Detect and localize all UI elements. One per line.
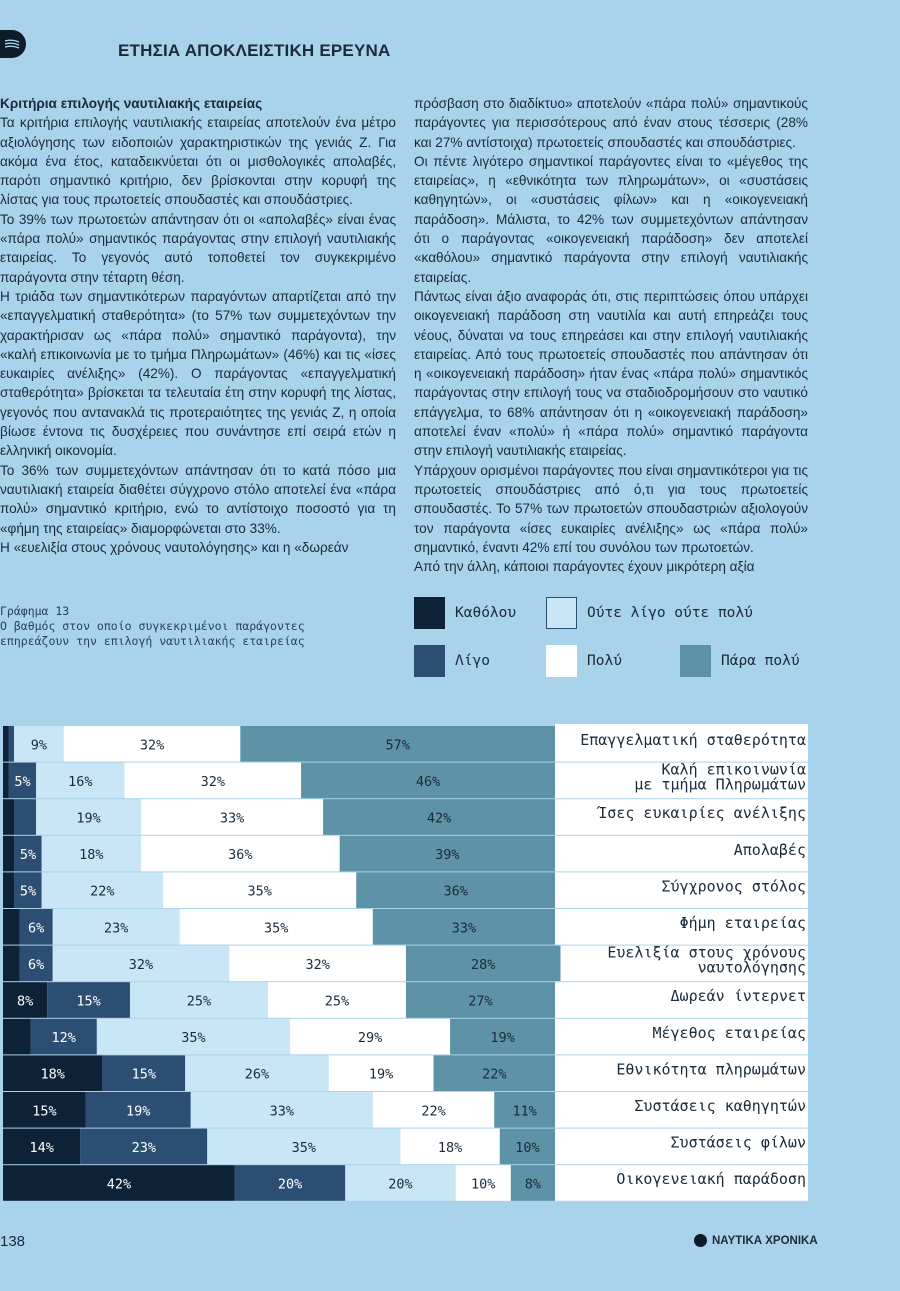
bar-value-label: 22% bbox=[421, 1103, 446, 1120]
bar-value-label: 25% bbox=[186, 993, 212, 1010]
bar-value-label: 39% bbox=[435, 847, 460, 864]
legend-item bbox=[414, 645, 490, 677]
bar-value-label: 12% bbox=[51, 1030, 76, 1047]
category-label: με τμήμα Πληρωμάτων bbox=[634, 775, 806, 794]
bar-value-label: 29% bbox=[357, 1030, 383, 1047]
bar-value-label: 22% bbox=[482, 1066, 507, 1083]
stacked-bar-chart bbox=[0, 724, 900, 1204]
bar-value-label: 8% bbox=[16, 993, 34, 1010]
bar-value-label: 19% bbox=[490, 1030, 515, 1047]
bar-value-label: 14% bbox=[29, 1139, 54, 1156]
legend-label: Πολύ bbox=[587, 653, 622, 669]
bar-value-label: 9% bbox=[30, 737, 48, 754]
legend-swatch bbox=[546, 597, 577, 629]
bar-value-label: 35% bbox=[264, 920, 289, 937]
article-paragraph: Οι πέντε λιγότερο σημαντικοί παράγοντες είναι το «μέγεθος της εταιρείας», η «εθνικότητα των πληρωμάτων», οι «συστάσεις καθηγητών», οι «συστάσεις φίλων» και η «οικογενειακή παράδοση». Μάλιστα, το 42% των συμμετεχόντων απάντησαν ότι ο παράγοντας «οικογενειακή παράδοση» δεν αποτελεί «καθόλου» σημαντικό παράγοντα στην επιλογή ναυτιλιακής εταιρείας. bbox=[414, 153, 808, 285]
bar-value-label: 32% bbox=[139, 737, 165, 754]
bar-value-label: 57% bbox=[385, 737, 410, 754]
bar-segment bbox=[3, 836, 14, 872]
legend-item bbox=[680, 645, 800, 677]
page-header-title: ΕΤΗΣΙΑ ΑΠΟΚΛΕΙΣΤΙΚΗ ΕΡΕΥΝΑ bbox=[118, 41, 391, 60]
legend-swatch bbox=[680, 645, 711, 677]
bar-value-label: 23% bbox=[103, 920, 129, 937]
article-paragraph: Υπάρχουν ορισμένοι παράγοντες που είναι σημαντικότεροι για τις πρωτοετείς σπουδάστριες από ό,τι για τους πρωτοετείς σπουδαστές. Το 57% των πρωτοετών σπουδαστριών αξιολογούν τον παράγοντα «ίσες ευκαιρίες ανέλιξης» ως «πάρα πολύ» σημαντικό, έναντι 42% επί του συνόλου των πρωτοετών. bbox=[414, 462, 808, 555]
category-label: Σύγχρονος στόλος bbox=[661, 877, 806, 896]
article-column-left bbox=[0, 94, 396, 557]
bar-value-label: 6% bbox=[27, 920, 45, 937]
bar-value-label: 19% bbox=[368, 1066, 394, 1083]
bar-value-label: 5% bbox=[19, 883, 37, 900]
bar-value-label: 15% bbox=[131, 1066, 156, 1083]
bar-value-label: 42% bbox=[106, 1176, 132, 1193]
brand-name: ΝΑΥΤΙΚΑ ΧΡΟΝΙΚΑ bbox=[712, 1234, 818, 1247]
category-label: Καλή επικοινωνία bbox=[661, 760, 806, 779]
bar-value-label: 16% bbox=[68, 773, 93, 790]
legend-swatch bbox=[414, 597, 445, 629]
bar-value-label: 19% bbox=[76, 810, 101, 827]
bar-value-label: 10% bbox=[471, 1176, 496, 1193]
bar-value-label: 22% bbox=[90, 883, 115, 900]
category-label: Οικογενειακή παράδοση bbox=[616, 1170, 806, 1189]
legend-swatch bbox=[546, 645, 577, 677]
bar-value-label: 32% bbox=[128, 956, 154, 973]
legend-swatch bbox=[414, 645, 445, 677]
bar-value-label: 18% bbox=[437, 1139, 463, 1156]
bar-segment bbox=[3, 872, 14, 908]
bar-value-label: 42% bbox=[426, 810, 452, 827]
legend-item bbox=[414, 597, 516, 629]
bar-value-label: 18% bbox=[79, 847, 104, 864]
category-label: Απολαβές bbox=[733, 840, 806, 859]
legend-label: Ούτε λίγο ούτε πολύ bbox=[587, 605, 753, 621]
bar-value-label: 10% bbox=[515, 1139, 540, 1156]
bar-value-label: 8% bbox=[524, 1176, 542, 1193]
bar-value-label: 35% bbox=[181, 1030, 206, 1047]
bar-segment bbox=[3, 1019, 31, 1055]
bar-segment bbox=[3, 799, 14, 835]
bar-value-label: 33% bbox=[451, 920, 477, 937]
magazine-logo-icon bbox=[0, 30, 26, 58]
category-label: Επαγγελματική σταθερότητα bbox=[580, 731, 806, 749]
article-paragraph: Η τριάδα των σημαντικότερων παραγόντων απαρτίζεται από την «επαγγελματική σταθερότητα» (το 57% των συμμετεχόντων την χαρακτήρισαν ως «πάρα πολύ» σημαντικό παράγοντα), την «καλή επικοινωνία με το τμήμα Πληρωμάτων» (46%) και τις «ίσες ευκαιρίες ανέλιξης» (42%). Ο παράγοντας «επαγγελματική σταθερότητα» βρίσκεται τα τελευταία έτη στην κορυφή της λίστας, γεγονός που αντανακλά τις προτεραιότητες της γενιάς Ζ, η οποία βίωσε έντονα τις δυσχέρειες που συνάντησε επί σειρά ετών η ελληνική οικονομία. bbox=[0, 288, 396, 459]
bar-segment bbox=[3, 763, 9, 799]
bar-value-label: 19% bbox=[126, 1103, 151, 1120]
bar-value-label: 5% bbox=[14, 773, 31, 790]
bar-value-label: 27% bbox=[468, 993, 493, 1010]
bar-value-label: 33% bbox=[269, 1103, 294, 1120]
brand-logo-icon bbox=[694, 1234, 707, 1247]
chart-caption bbox=[0, 604, 360, 649]
legend-item bbox=[546, 645, 622, 677]
bar-value-label: 23% bbox=[131, 1139, 156, 1156]
bar-value-label: 35% bbox=[247, 883, 272, 900]
bar-value-label: 28% bbox=[471, 956, 496, 973]
bar-value-label: 32% bbox=[305, 956, 330, 973]
article-paragraph: Το 36% των συμμετεχόντων απάντησαν ότι το κατά πόσο μια ναυτιλιακή εταιρεία διαθέτει σύγχρονο στόλο αποτελεί ένα «πάρα πολύ» σημαντικό κριτήριο, ενώ το αντίστοιχο ποσοστό για τη «φήμη της εταιρείας» διαμορφώνεται στο 33%. bbox=[0, 462, 396, 536]
bar-value-label: 15% bbox=[32, 1103, 57, 1120]
bar-value-label: 15% bbox=[76, 993, 101, 1010]
article-column-right bbox=[414, 94, 808, 576]
category-label: Εθνικότητα πληρωμάτων bbox=[616, 1060, 806, 1079]
bar-segment bbox=[3, 909, 20, 945]
category-label: Ευελιξία στους χρόνους bbox=[607, 943, 806, 962]
category-label: Δωρεάν ίντερνετ bbox=[670, 987, 806, 1006]
legend-item bbox=[546, 597, 753, 629]
bar-value-label: 18% bbox=[40, 1066, 65, 1083]
bar-value-label: 33% bbox=[219, 810, 245, 827]
bar-value-label: 5% bbox=[19, 847, 37, 864]
legend-label: Πάρα πολύ bbox=[721, 653, 800, 669]
category-label: Συστάσεις φίλων bbox=[670, 1133, 806, 1152]
bar-value-label: 46% bbox=[415, 773, 441, 790]
bar-segment bbox=[3, 726, 9, 762]
bar-value-label: 20% bbox=[388, 1176, 413, 1193]
bar-value-label: 25% bbox=[324, 993, 350, 1010]
bar-value-label: 6% bbox=[27, 956, 45, 973]
bar-segment bbox=[9, 726, 15, 762]
bar-segment bbox=[3, 946, 20, 982]
bar-value-label: 36% bbox=[228, 847, 253, 864]
chart-caption-title: Ο βαθμός στον οποίο συγκεκριμένοι παράγοντες επηρεάζουν την επιλογή ναυτιλιακής εταιρείας bbox=[0, 619, 305, 648]
category-label: ναυτολόγησης bbox=[697, 958, 806, 977]
legend-label: Λίγο bbox=[455, 653, 490, 669]
article-paragraph: Πάντως είναι άξιο αναφοράς ότι, στις περιπτώσεις όπου υπάρχει οικογενειακή παράδοση στη ναυτιλία και αυτή επηρεάζει τους νέους, δύναται να τους επηρεάσει και στην επιλογή ναυτιλιακής εταιρείας. Από τους πρωτοετείς σπουδαστές που απάντησαν ότι η «οικογενειακή παράδοση» ήταν ένας «πάρα πολύ» σημαντικός παράγοντας στην επιλογή τους να σταδιοδρομήσουν στο ναυτικό επάγγελμα, το 68% απάντησαν ότι η «οικογενειακή παράδοση» αποτελεί έναν «πολύ» ή «πάρα πολύ» σημαντικό παράγοντα στην επιλογή ναυτιλιακής εταιρείας. bbox=[414, 288, 808, 459]
bar-value-label: 36% bbox=[443, 883, 468, 900]
article-paragraph: Το 39% των πρωτοετών απάντησαν ότι οι «απολαβές» είναι ένας «πάρα πολύ» σημαντικός παράγοντας στην επιλογή ναυτιλιακής εταιρείας. Το γεγονός αυτό τοποθετεί τον συγκεκριμένο παράγοντα στην τέταρτη θέση. bbox=[0, 211, 396, 285]
category-label: Φήμη εταιρείας bbox=[679, 914, 806, 932]
bar-value-label: 11% bbox=[512, 1103, 537, 1120]
bar-value-label: 35% bbox=[291, 1139, 317, 1156]
category-label: Μέγεθος εταιρείας bbox=[652, 1023, 806, 1042]
bar-value-label: 26% bbox=[244, 1066, 270, 1083]
page-number: 138 bbox=[0, 1233, 26, 1250]
article-paragraph: Η «ευελιξία στους χρόνους ναυτολόγησης» και η «δωρεάν bbox=[0, 539, 349, 555]
article-paragraph: πρόσβαση στο διαδίκτυο» αποτελούν «πάρα πολύ» σημαντικούς παράγοντες για περισσότερους από έναν στους τέσσερις (28% και 27% αντίστοιχα) πρωτοετείς σπουδαστές και σπουδάστριες. bbox=[414, 96, 808, 150]
bar-segment bbox=[14, 799, 36, 835]
section-subheading: Κριτήρια επιλογής ναυτιλιακής εταιρείας bbox=[0, 96, 263, 111]
chart-caption-number: Γράφημα 13 bbox=[0, 604, 70, 618]
legend-label: Καθόλου bbox=[455, 605, 517, 621]
article-paragraph: Από την άλλη, κάποιοι παράγοντες έχουν μικρότερη αξία bbox=[414, 559, 755, 575]
category-label: Συστάσεις καθηγητών bbox=[634, 1097, 806, 1115]
article-paragraph: Τα κριτήρια επιλογής ναυτιλιακής εταιρείας αποτελούν ένα μέτρο αξιολόγησης των ειδοποιών χαρακτηριστικών της γενιάς Ζ. Για ακόμα ένα έτος, καταδεικνύεται ότι οι μισθολογικές απολαβές, παρότι σημαντικό κριτήριο, δεν βρίσκονται στην κορυφή της λίστας για τους πρωτοετείς σπουδαστές και σπουδάστριες. bbox=[0, 115, 396, 208]
bar-value-label: 20% bbox=[277, 1176, 303, 1193]
bar-value-label: 32% bbox=[200, 773, 225, 790]
category-label: Ίσες ευκαιρίες ανέλιξης bbox=[598, 804, 806, 823]
brand-footer bbox=[694, 1234, 818, 1247]
